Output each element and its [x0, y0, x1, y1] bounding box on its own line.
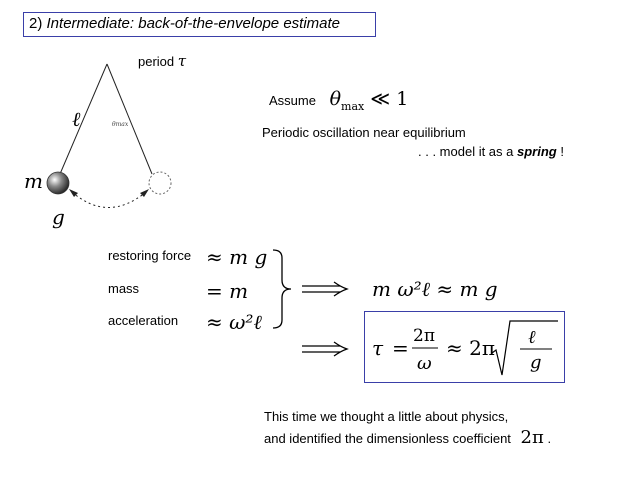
- theta-symbol: θ: [329, 88, 342, 110]
- term-label-restoring-force: restoring force: [108, 248, 192, 263]
- conclusion-line-1: This time we thought a little about physics,: [264, 409, 509, 424]
- result-equals: =: [392, 336, 409, 360]
- assume-statement: [269, 88, 408, 113]
- implies-arrow-2: [300, 341, 350, 357]
- sqrt-denominator: g: [530, 352, 542, 373]
- result-formula: [368, 313, 562, 381]
- much-less-than-one: ≪ 1: [370, 88, 409, 110]
- mass-symbol: m: [24, 169, 43, 193]
- title-italic: Intermediate: back-of-the-envelope estimate: [46, 15, 341, 32]
- assume-label: Assume: [269, 93, 316, 108]
- term-expr-acceleration: ≈ ω²ℓ: [206, 310, 262, 334]
- swing-arc: [72, 192, 146, 208]
- period-label: period τ: [138, 52, 187, 70]
- length-symbol: ℓ: [72, 107, 81, 131]
- result-tau: τ: [372, 336, 384, 360]
- period-symbol: τ: [177, 52, 187, 70]
- angle-label: θmax: [112, 121, 129, 128]
- sqrt-numerator: ℓ: [528, 327, 536, 348]
- right-brace: [270, 248, 294, 330]
- pendulum-bob-ghost: [149, 172, 171, 194]
- result-approx-2pi: ≈ 2π: [446, 336, 495, 360]
- result-denominator: ω: [417, 353, 432, 374]
- gravity-symbol: g: [52, 205, 65, 229]
- implies-arrow-1: [300, 281, 350, 297]
- term-label-acceleration: acceleration: [108, 313, 179, 328]
- pendulum-string-left: [60, 64, 107, 174]
- theta-subscript: max: [341, 99, 365, 113]
- sqrt-sign: [492, 321, 558, 375]
- conclusion-line-2: and identified the dimensionless coefficient 2π .: [264, 427, 552, 448]
- slide-title: [23, 12, 376, 37]
- oscillation-line-2: . . . model it as a spring !: [418, 144, 564, 159]
- pendulum-string-right: [107, 64, 152, 174]
- term-expr-restoring-force: ≈ m g: [206, 245, 268, 269]
- balance-equation: m ω²ℓ ≈ m g: [372, 277, 498, 301]
- spring-emphasis: spring: [517, 144, 557, 159]
- coefficient-2pi: 2π: [520, 427, 544, 448]
- pendulum-bob: [47, 172, 69, 194]
- result-numerator: 2π: [413, 326, 435, 346]
- title-prefix: 2): [29, 15, 47, 32]
- term-expr-mass: = m: [206, 279, 249, 303]
- pendulum-diagram: [20, 48, 220, 233]
- term-label-mass: mass: [108, 281, 140, 296]
- oscillation-line-1: Periodic oscillation near equilibrium: [262, 125, 466, 140]
